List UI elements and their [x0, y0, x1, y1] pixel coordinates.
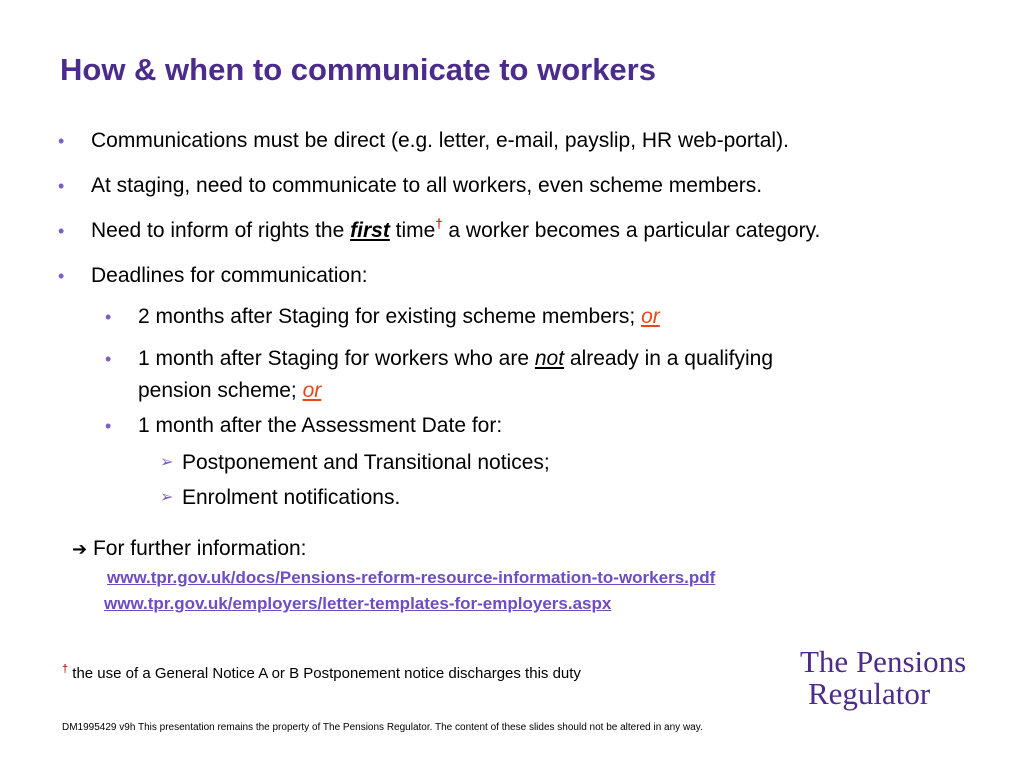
link-letter-templates[interactable]: www.tpr.gov.uk/employers/letter-templates-for-employers.aspx [104, 594, 612, 613]
right-arrow-icon: ➔ [72, 539, 88, 559]
bullet-icon: • [58, 131, 65, 151]
bullet-icon: • [58, 266, 65, 286]
bullet-inform-rights-post: a worker becomes a particular category. [442, 219, 821, 242]
or-emphasis: or [302, 379, 322, 402]
first-emphasis: first [350, 219, 390, 242]
bullet-icon: • [58, 176, 65, 196]
footnote [62, 665, 581, 682]
not-emphasis: not [534, 347, 565, 370]
slide-title: How & when to communicate to workers [60, 52, 656, 87]
disclaimer: DM1995429 v9h This presentation remains the property of The Pensions Regulator. The content of these slides should not be altered in any way. [62, 722, 703, 733]
logo-line-2: Regulator [808, 676, 931, 711]
sub-bullet-icon: • [105, 349, 112, 369]
arrow-bullet-icon: ➢ [160, 489, 174, 506]
bullet-icon: • [58, 221, 65, 241]
sub-bullet-icon: • [105, 416, 112, 436]
bullet-inform-rights-pre: Need to inform of rights the [91, 219, 351, 242]
bullet-staging: At staging, need to communicate to all workers, even scheme members. [91, 174, 763, 197]
further-information [72, 536, 307, 562]
sub-bullet-1-month-staging [138, 346, 773, 372]
sub-bullet-2-months [138, 304, 660, 330]
further-information-label: For further information: [92, 537, 307, 560]
bullet-deadlines: Deadlines for communication: [91, 264, 368, 287]
pensions-regulator-logo [800, 646, 966, 710]
footnote-dagger: † [62, 663, 69, 675]
or-emphasis: or [641, 305, 660, 328]
sub-bullet-1-month-post: already in a qualifying [564, 347, 774, 370]
sub-sub-bullet-enrolment: Enrolment notifications. [182, 486, 401, 509]
bullet-inform-rights [91, 218, 820, 246]
dagger-mark: † [435, 216, 443, 231]
bullet-direct-communications: Communications must be direct (e.g. letter, e-mail, payslip, HR web-portal). [91, 129, 789, 152]
sub-sub-bullet-postponement: Postponement and Transitional notices; [182, 451, 550, 474]
sub-bullet-1-month-line2-text: pension scheme; [138, 379, 303, 402]
link-information-to-workers-pdf[interactable]: www.tpr.gov.uk/docs/Pensions-reform-resource-information-to-workers.pdf [107, 568, 716, 587]
arrow-bullet-icon: ➢ [160, 454, 174, 471]
sub-bullet-1-month-staging-line2 [138, 378, 321, 404]
footnote-text: the use of a General Notice A or B Postponement notice discharges this duty [68, 665, 581, 682]
sub-bullet-assessment-date: 1 month after the Assessment Date for: [138, 414, 503, 437]
logo-line-1: The Pensions [800, 644, 967, 679]
sub-bullet-icon: • [105, 307, 112, 327]
sub-bullet-2-months-text: 2 months after Staging for existing scheme members; [138, 305, 642, 328]
sub-bullet-1-month-pre: 1 month after Staging for workers who are [138, 347, 535, 370]
bullet-inform-rights-mid: time [389, 219, 436, 242]
